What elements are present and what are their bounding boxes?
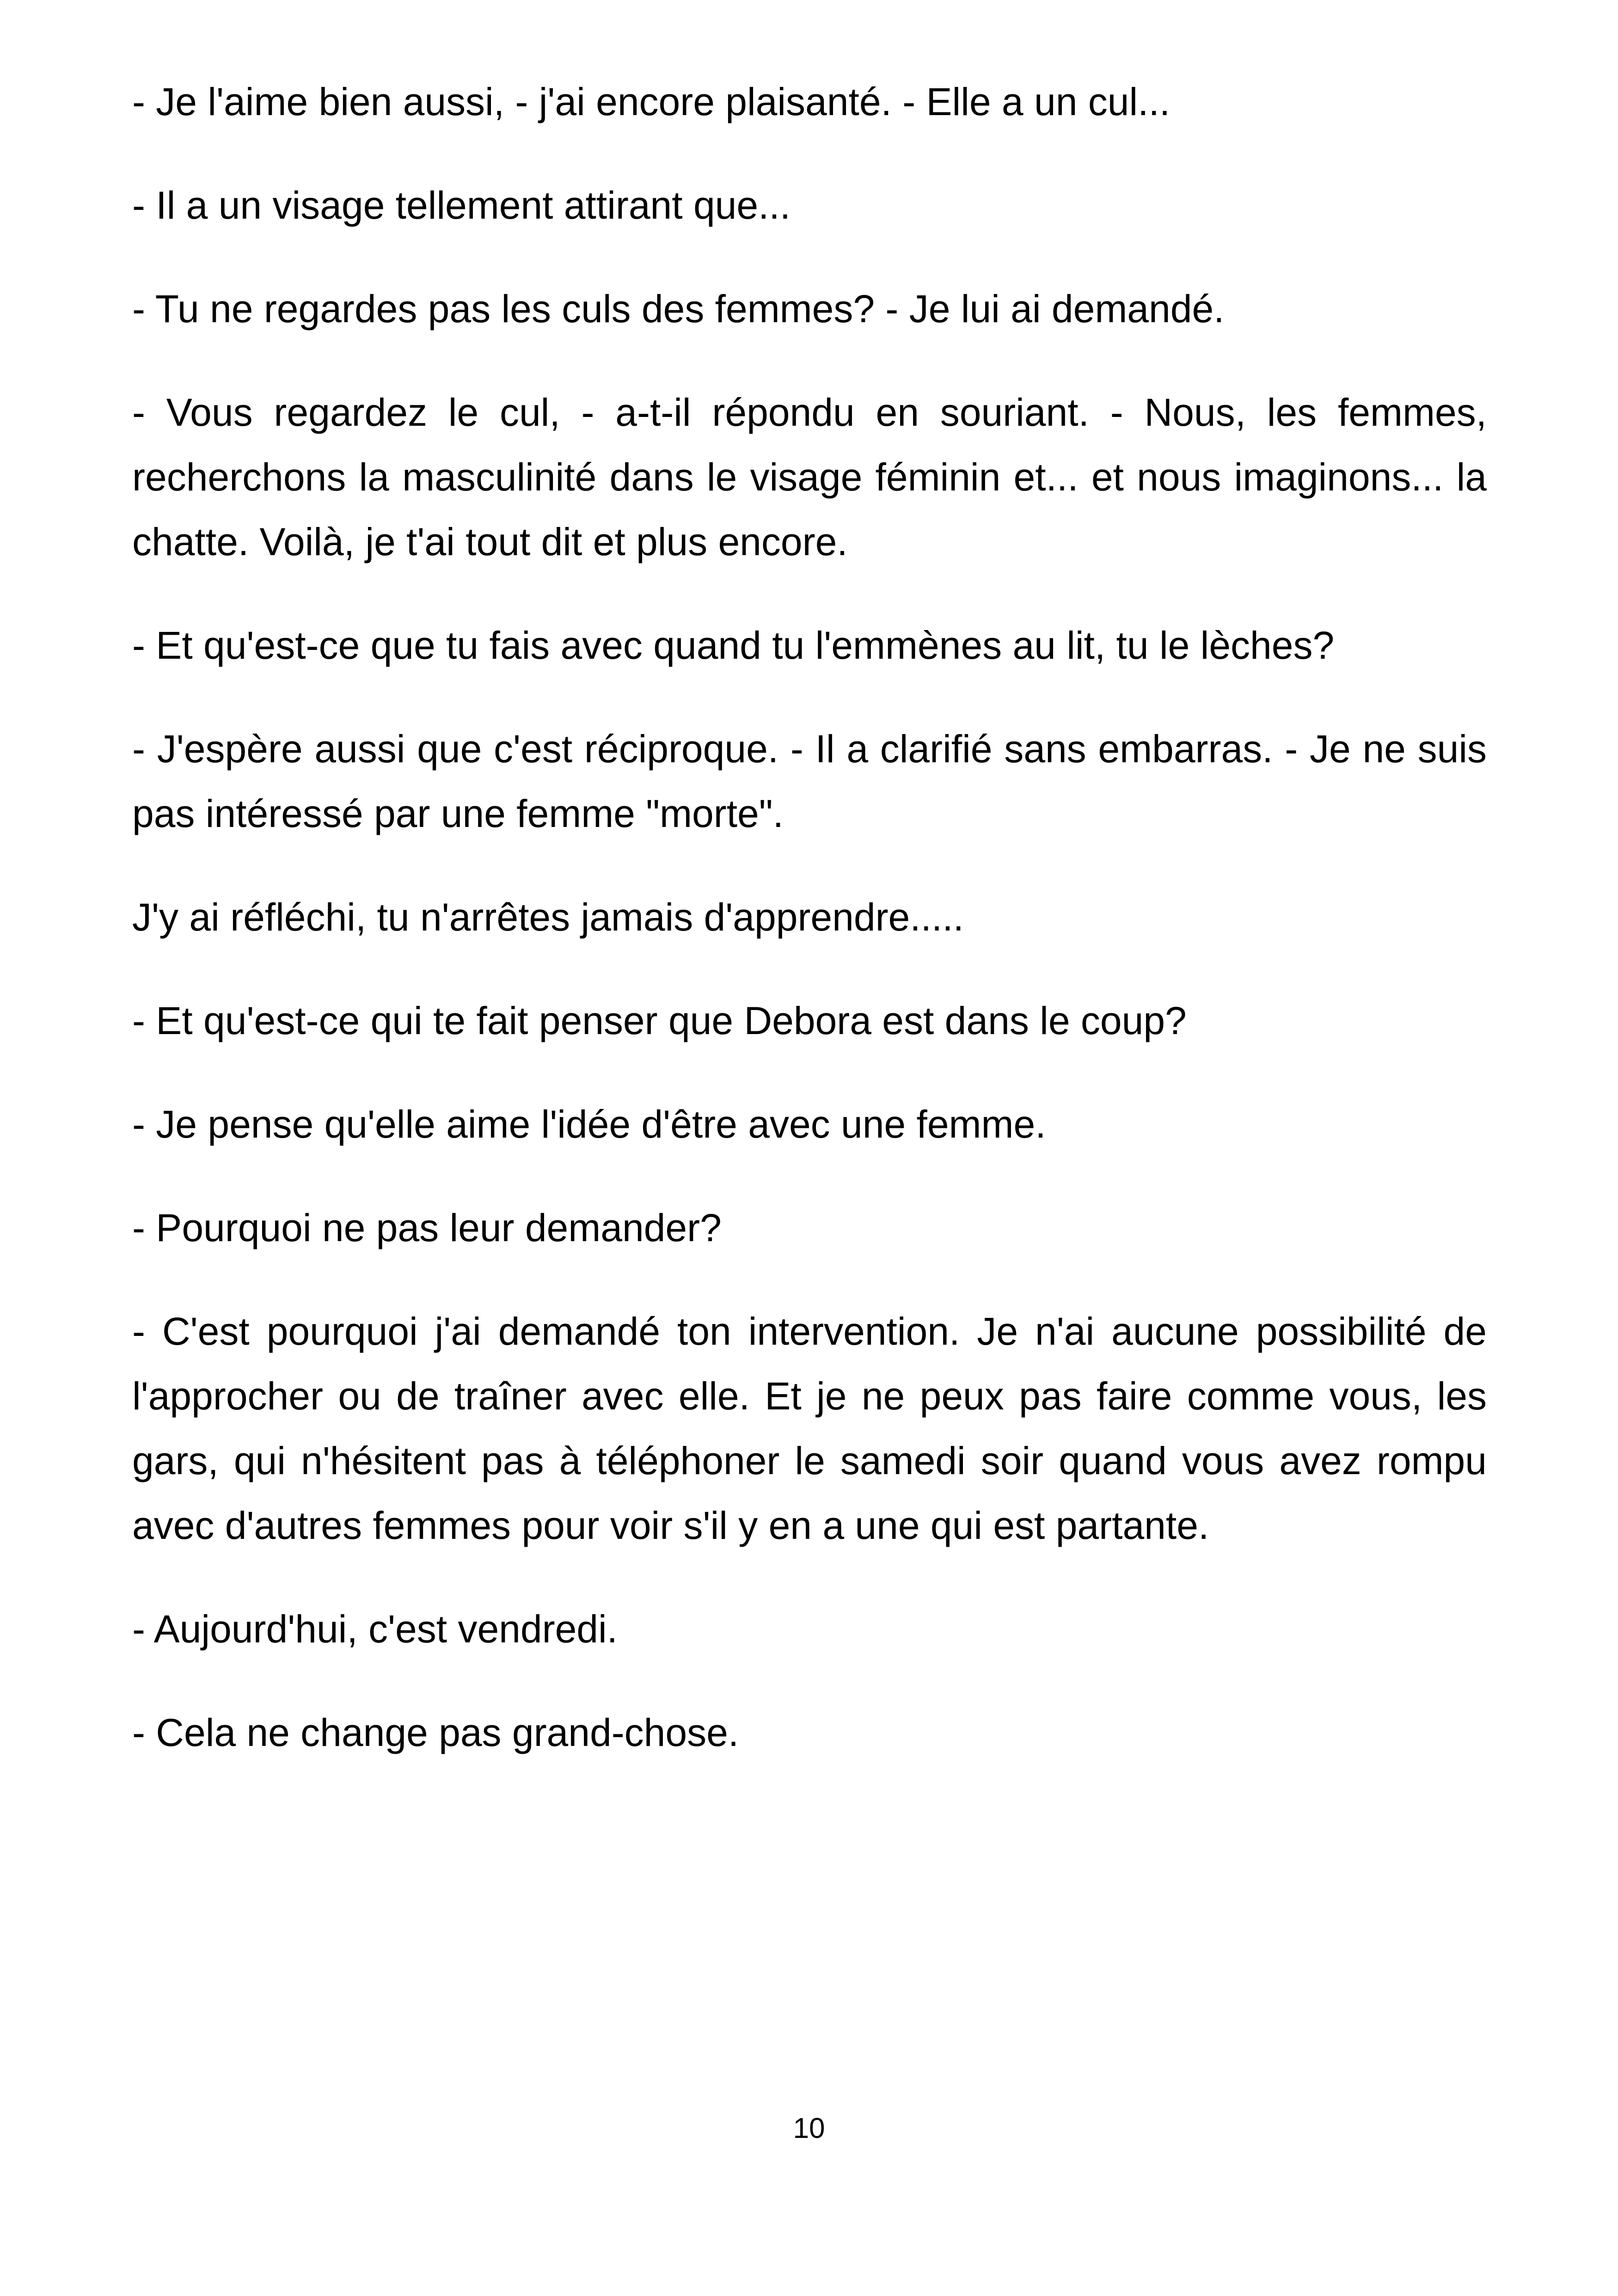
paragraph: - J'espère aussi que c'est réciproque. - Il a clarifié sans embarras. - Je ne suis pas intéressé par une femme "morte". <box>132 727 1487 835</box>
body-text <box>132 69 1487 1804</box>
paragraph: - Et qu'est-ce qui te fait penser que Debora est dans le coup? <box>132 999 1187 1042</box>
paragraph: - Je pense qu'elle aime l'idée d'être avec une femme. <box>132 1102 1046 1146</box>
page-number: 10 <box>793 2112 825 2144</box>
paragraph: J'y ai réfléchi, tu n'arrêtes jamais d'apprendre..... <box>132 895 964 939</box>
paragraph: - Pourquoi ne pas leur demander? <box>132 1206 722 1249</box>
paragraph: - Je l'aime bien aussi, - j'ai encore plaisanté. - Elle a un cul... <box>132 80 1171 123</box>
paragraph: - Aujourd'hui, c'est vendredi. <box>132 1607 618 1651</box>
paragraph: - Et qu'est-ce que tu fais avec quand tu l'emmènes au lit, tu le lèches? <box>132 624 1335 667</box>
paragraph: - Cela ne change pas grand-chose. <box>132 1711 739 1754</box>
paragraph: - C'est pourquoi j'ai demandé ton intervention. Je n'ai aucune possibilité de l'approcher ou de traîner avec elle. Et je ne peux pas faire comme vous, les gars, qui n'hésitent pas à téléphoner le samedi soir quand vous avez rompu avec d'autres femmes pour voir s'il y en a une qui est partante. <box>132 1310 1487 1547</box>
paragraph: - Tu ne regardes pas les culs des femmes? - Je lui ai demandé. <box>132 287 1225 331</box>
paragraph: - Vous regardez le cul, - a-t-il répondu en souriant. - Nous, les femmes, recherchons la masculinité dans le visage féminin et... et nous imaginons... la chatte. Voilà, je t'ai tout dit et plus encore. <box>132 391 1487 563</box>
paragraph: - Il a un visage tellement attirant que... <box>132 184 791 227</box>
